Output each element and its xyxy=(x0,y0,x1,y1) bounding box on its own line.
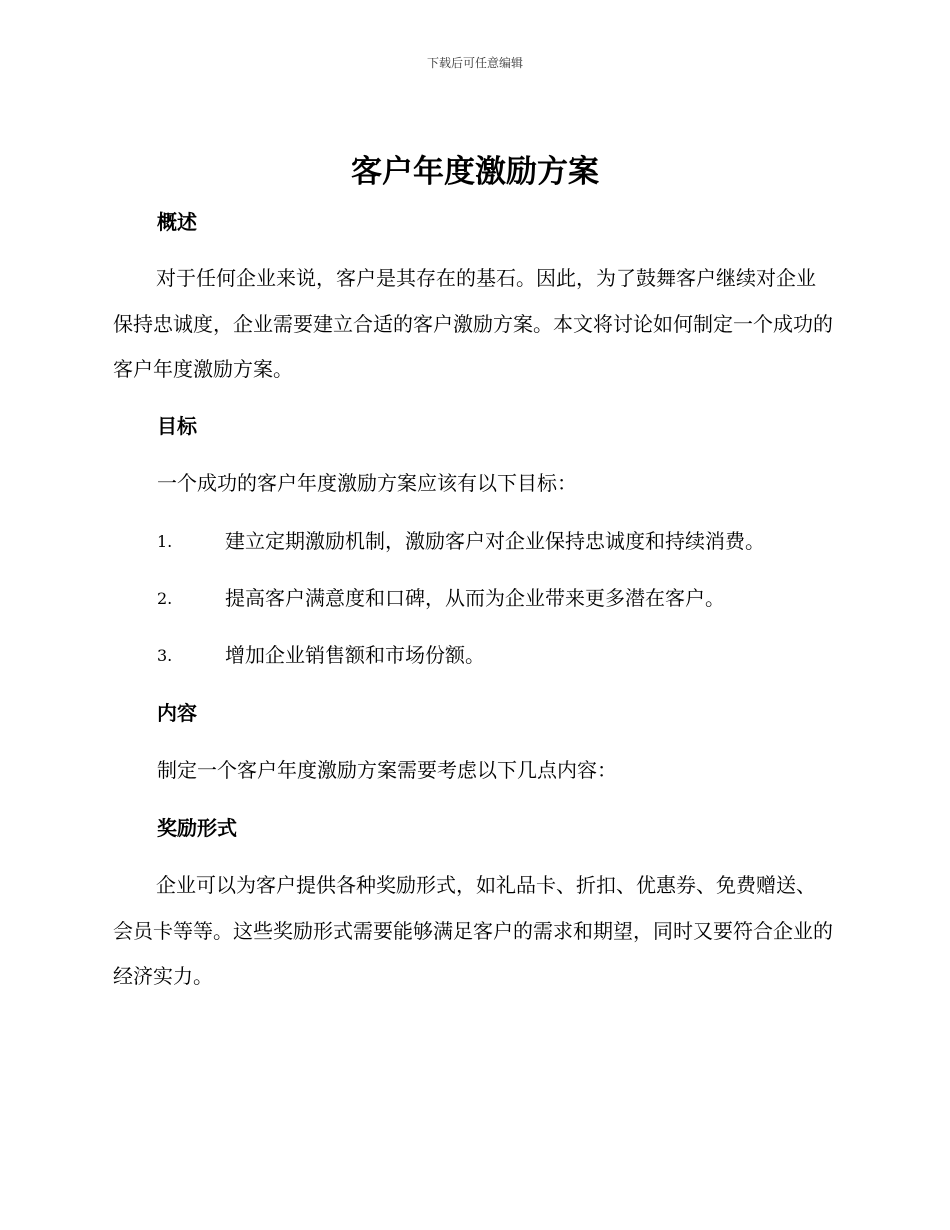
section-heading-overview: 概述 xyxy=(157,210,197,234)
section-heading-goals: 目标 xyxy=(157,414,197,438)
overview-paragraph: 对于任何企业来说，客户是其存在的基石。因此，为了鼓舞客户继续对企业保持忠诚度，企业需要建立合适的客户激励方案。本文将讨论如何制定一个成功的客户年度激励方案。 xyxy=(113,266,833,381)
goal-item-number: 1. xyxy=(157,532,173,551)
goal-item-text: 增加企业销售额和市场份额。 xyxy=(225,643,485,667)
section-heading-reward-forms: 奖励形式 xyxy=(157,816,237,840)
goal-item-text: 提高客户满意度和口碑，从而为企业带来更多潜在客户。 xyxy=(225,586,725,610)
goal-item-text: 建立定期激励机制，激励客户对企业保持忠诚度和持续消费。 xyxy=(225,529,765,553)
goals-intro: 一个成功的客户年度激励方案应该有以下目标： xyxy=(157,471,577,495)
reward-forms-paragraph: 企业可以为客户提供各种奖励形式，如礼品卡、折扣、优惠券、免费赠送、会员卡等等。这些奖励形式需要能够满足客户的需求和期望，同时又要符合企业的经济实力。 xyxy=(113,873,833,988)
document-title: 客户年度激励方案 xyxy=(351,154,599,190)
content-intro: 制定一个客户年度激励方案需要考虑以下几点内容： xyxy=(157,758,617,782)
header-note: 下载后可任意编辑 xyxy=(426,56,523,70)
goal-item-number: 2. xyxy=(157,589,173,608)
section-heading-content: 内容 xyxy=(157,701,197,725)
goal-item-number: 3. xyxy=(157,646,173,665)
